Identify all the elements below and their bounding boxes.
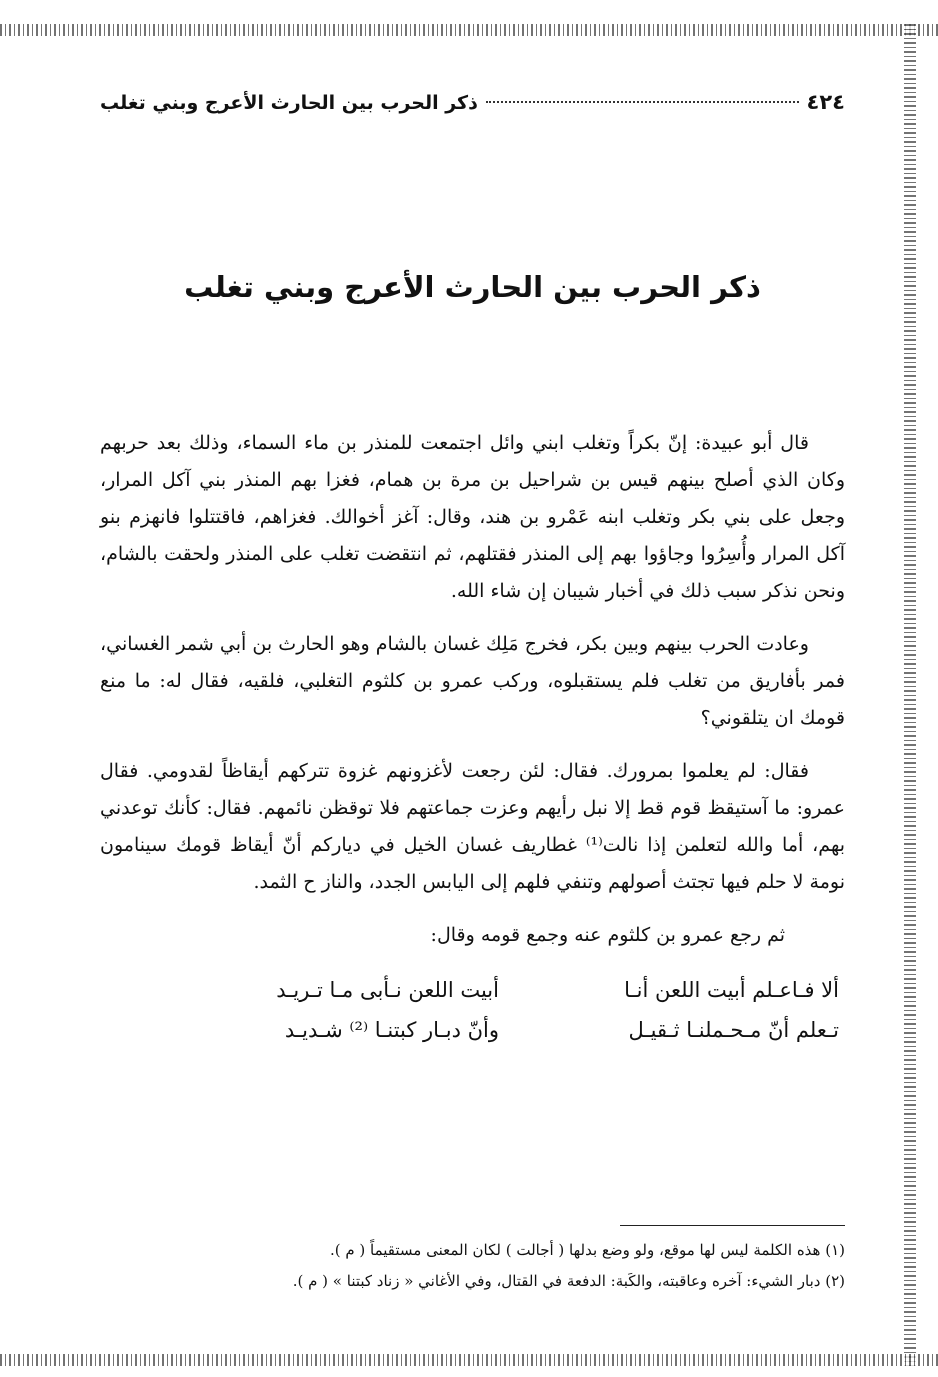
poem-verse — [100, 1010, 845, 1050]
decorative-border-top — [0, 24, 938, 36]
verse-first-hemistich: ألا فـاعـلم أبيت اللعن أنـا — [624, 978, 839, 1002]
running-header — [100, 90, 845, 124]
body-text — [100, 425, 845, 1050]
poem-verse — [100, 970, 845, 1010]
header-dot-leader — [486, 101, 799, 103]
verse-first-hemistich: تـعلم أنّ مـحـملنـا ثـقيـل — [628, 1018, 839, 1042]
paragraph: فقال: لم يعلموا بمرورك. فقال: لئن رجعت لأغزونهم غزوة تتركهم أيقاظاً لقدومي. فقال عمرو: ما آستيقظ قوم قط إلا نبل رأيهم وعزت جماعتهم فلا توقظن نائمهم. فقال: كأنك توعدني بهم، أما والله لتعلمن إذا نالت⁽¹⁾ غطاريف غسان الخيل في دياركم أنّ أيقاظ قومك سينامون نومة لا حلم فيها تجتث أصولهم وتنفي فلهم إلى اليابس الجدد، والناز ح الثمد. — [100, 760, 845, 893]
decorative-border-bottom — [0, 1354, 938, 1366]
footnote: (٢) دبار الشيء: آخره وعاقبته، والكَبة: الدفعة في القتال، وفي الأغاني « زناد كبتنا » ( م ). — [292, 1272, 845, 1290]
poem — [100, 970, 845, 1050]
chapter-title: ذكر الحرب بين الحارث الأعرج وبني تغلب — [184, 270, 761, 304]
poem-intro: ثم رجع عمرو بن كلثوم عنه وجمع قومه وقال: — [430, 924, 785, 946]
footnotes — [100, 1235, 845, 1297]
running-title: ذكر الحرب بين الحارث الأعرج وبني تغلب — [100, 92, 478, 114]
footnote-separator — [620, 1225, 845, 1226]
page-number: ٤٢٤ — [806, 90, 845, 114]
decorative-border-right — [904, 24, 916, 1366]
paragraph: وعادت الحرب بينهم وبين بكر، فخرج مَلِك غسان بالشام وهو الحارث بن أبي شمر الغساني، فمر بأفاريق من تغلب فلم يستقبلوه، وركب عمرو بن كلثوم التغلبي، فلقيه، فقال له: ما منع قومك ان يتلقوني؟ — [100, 633, 845, 729]
paragraph: قال أبو عبيدة: إنّ بكراً وتغلب ابني وائل اجتمعت للمنذر بن ماء السماء، وذلك بعد حربهم وكان الذي أصلح بينهم قيس بن شراحيل بن مرة بن همام، فغزا بهم المنذر بني آكل المرار، وجعل على بني بكر وتغلب ابنه عَمْرو بن هند، وقال: آغز أخوالك. فغزاهم، فاقتتلوا فانهزم بنو آكل المرار وأُسِرُوا وجاؤوا بهم إلى المنذر فقتلهم، ثم انتقضت تغلب على المنذر ولحقت بالشام، ونحن نذكر سبب ذلك في أخبار شيبان إن شاء الله. — [100, 432, 845, 602]
verse-second-hemistich: أبيت اللعن نـأبى مـا تـريـد — [276, 978, 499, 1002]
footnote: (١) هذه الكلمة ليس لها موقع، ولو وضع بدلها ( أجالت ) لكان المعنى مستقيماً ( م ). — [329, 1241, 845, 1259]
verse-second-hemistich: وأنّ دبـار كبتنـا ⁽²⁾ شـديـد — [284, 1018, 499, 1042]
book-page — [100, 80, 845, 1340]
